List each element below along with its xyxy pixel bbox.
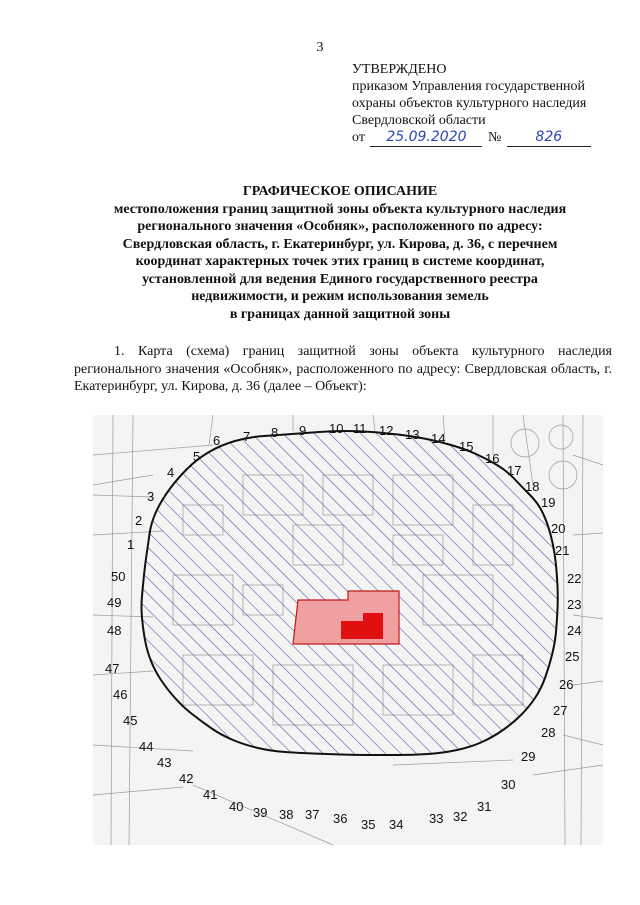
title-line-5: координат характерных точек этих границ в системе координат, — [135, 254, 545, 269]
boundary-point-label: 7 — [243, 429, 251, 444]
boundary-point-label: 5 — [193, 449, 201, 464]
boundary-point-label: 36 — [333, 811, 348, 826]
boundary-point-label: 23 — [567, 597, 582, 612]
approval-line-3: Свердловской области — [352, 113, 486, 128]
boundary-point-label: 13 — [405, 427, 420, 442]
title-line-6: установленной для ведения Единого государственного реестра — [142, 271, 538, 287]
boundary-point-label: 40 — [229, 799, 244, 814]
from-label: от — [352, 130, 365, 145]
boundary-point-label: 29 — [521, 749, 536, 764]
boundary-point-label: 39 — [253, 805, 268, 820]
boundary-point-label: 17 — [507, 463, 522, 478]
title-line-4: Свердловская область, г. Екатеринбург, ул. Кирова, д. 36, с перечнем — [122, 236, 558, 252]
boundary-point-label: 8 — [271, 425, 279, 440]
boundary-point-label: 48 — [107, 623, 122, 638]
boundary-point-label: 30 — [501, 777, 516, 792]
boundary-point-label: 18 — [525, 479, 540, 494]
boundary-point-label: 14 — [431, 431, 446, 446]
boundary-point-label: 44 — [139, 739, 154, 754]
boundary-point-label: 32 — [453, 809, 468, 824]
boundary-point-label: 45 — [123, 713, 138, 728]
zone-map — [93, 415, 603, 845]
title-line-3: регионального значения «Особняк», расположенного по адресу: — [137, 219, 543, 234]
approval-heading: УТВЕРЖДЕНО — [352, 62, 447, 77]
boundary-point-label: 38 — [279, 807, 294, 822]
approval-line-2: охраны объектов культурного наследия — [352, 96, 587, 111]
boundary-point-label: 31 — [477, 799, 492, 814]
approval-number: 826 — [507, 129, 591, 147]
boundary-point-label: 6 — [213, 433, 221, 448]
title-line-2: местоположения границ защитной зоны объекта культурного наследия — [113, 201, 567, 217]
boundary-point-label: 35 — [361, 817, 376, 832]
number-label: № — [487, 130, 502, 145]
approval-date-line — [352, 129, 638, 147]
boundary-point-label: 15 — [459, 439, 474, 454]
boundary-point-label: 37 — [305, 807, 320, 822]
title-line-7: недвижимости, и режим использования земель — [191, 289, 489, 304]
boundary-point-label: 24 — [567, 623, 582, 638]
boundary-point-label: 11 — [353, 421, 367, 436]
boundary-point-label: 3 — [147, 489, 155, 504]
boundary-point-label: 28 — [541, 725, 556, 740]
boundary-point-label: 19 — [541, 495, 556, 510]
boundary-point-label: 20 — [551, 521, 566, 536]
boundary-point-label: 22 — [567, 571, 582, 586]
boundary-point-label: 2 — [135, 513, 143, 528]
page-number: 3 — [316, 40, 324, 55]
boundary-point-label: 50 — [111, 569, 126, 584]
approval-line-1: приказом Управления государственной — [352, 79, 586, 94]
boundary-point-label: 33 — [429, 811, 444, 826]
boundary-point-label: 43 — [157, 755, 172, 770]
boundary-point-label: 42 — [179, 771, 194, 786]
boundary-point-label: 4 — [167, 465, 175, 480]
boundary-point-label: 47 — [105, 661, 120, 676]
title-line-8: в границах данной защитной зоны — [229, 306, 451, 322]
boundary-point-label: 34 — [389, 817, 404, 832]
boundary-point-label: 46 — [113, 687, 128, 702]
boundary-point-label: 21 — [555, 543, 570, 558]
zone-map-svg — [93, 415, 603, 845]
boundary-point-label: 16 — [485, 451, 500, 466]
boundary-point-label: 25 — [565, 649, 580, 664]
boundary-point-label: 26 — [559, 677, 574, 692]
approval-date: 25.09.2020 — [370, 129, 482, 147]
boundary-point-label: 27 — [553, 703, 568, 718]
boundary-point-label: 12 — [379, 423, 394, 438]
boundary-point-label: 49 — [107, 595, 122, 610]
boundary-point-label: 10 — [329, 421, 344, 436]
document-title — [60, 183, 620, 323]
boundary-point-label: 1 — [127, 537, 135, 552]
paragraph-1: 1. Карта (схема) границ защитной зоны объекта культурного наследия регионального значения «Особняк», расположенного по адресу: Свердловская область, г. Екатеринбург, ул. Кирова, д. 36 (далее – Объект): — [74, 344, 612, 394]
title-line-1: ГРАФИЧЕСКОЕ ОПИСАНИЕ — [242, 184, 438, 199]
boundary-point-label: 9 — [299, 423, 307, 438]
approval-block — [352, 61, 638, 147]
boundary-point-label: 41 — [203, 787, 218, 802]
